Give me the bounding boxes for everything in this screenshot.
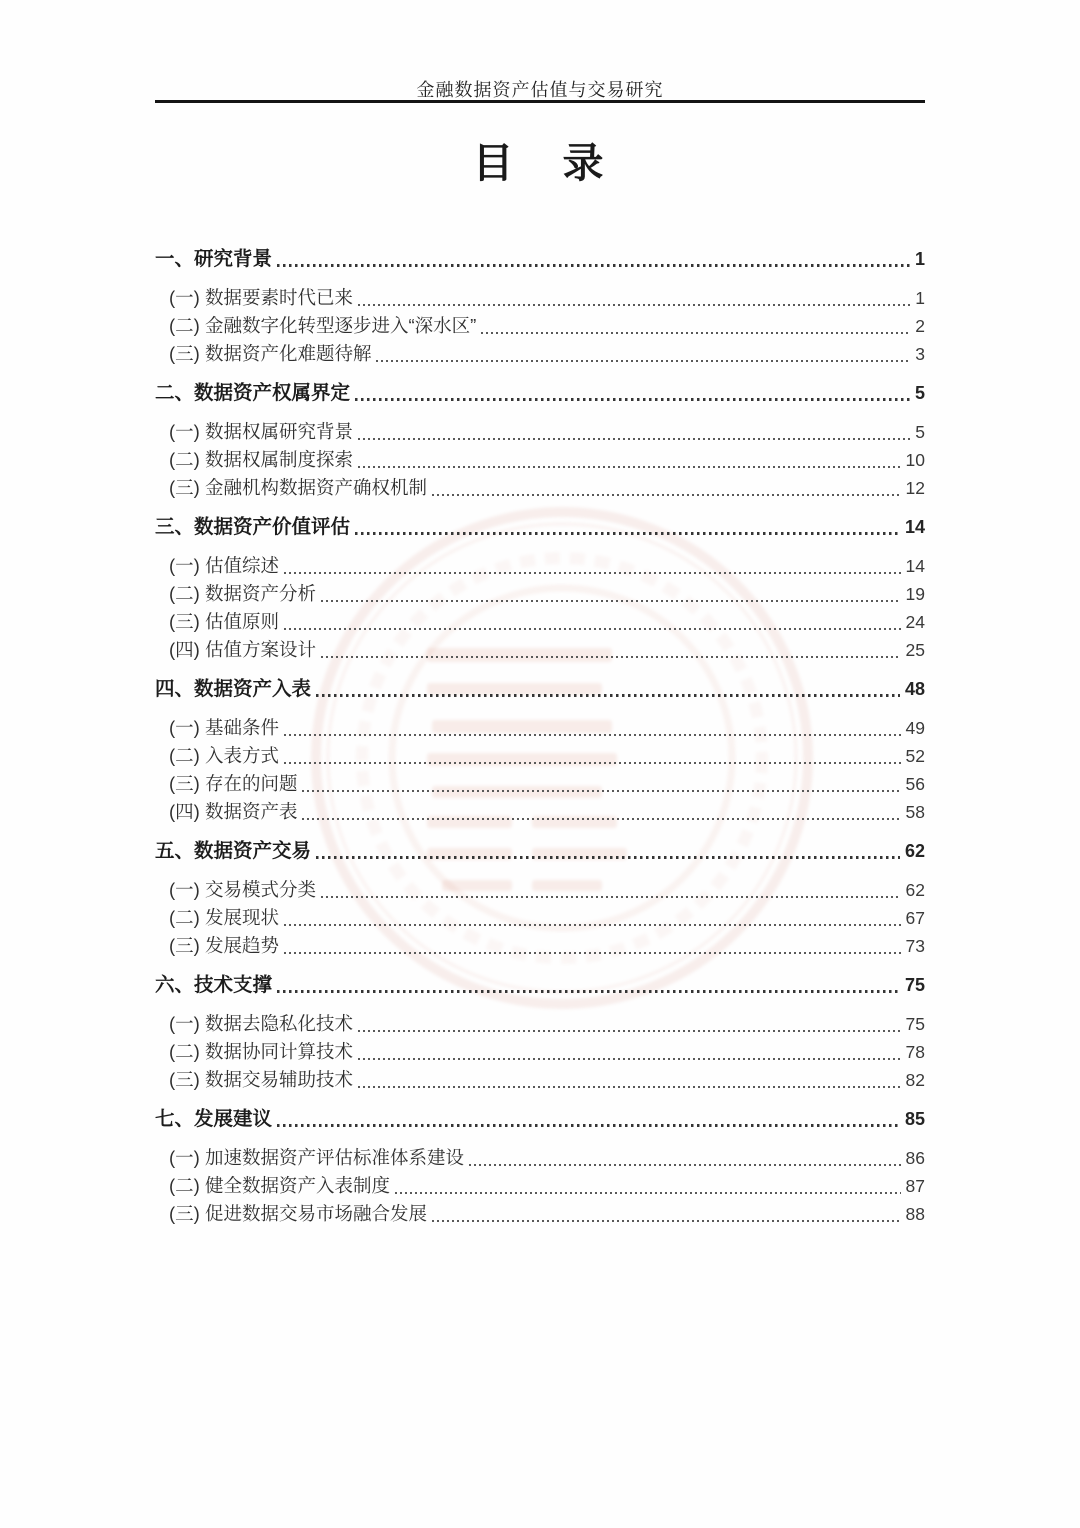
toc-section-label: 二、数据资产权属界定 (155, 382, 351, 404)
toc-item-row (155, 1144, 925, 1172)
toc-section-row (155, 838, 925, 864)
toc-page-number: 1 (914, 249, 925, 269)
dot-leader (279, 552, 906, 580)
toc-item-row (155, 446, 925, 474)
dot-leader (279, 742, 906, 770)
toc-section-row (155, 246, 925, 272)
toc-item-label: (一) 数据权属研究背景 (169, 421, 353, 442)
toc-section-label: 七、发展建议 (155, 1108, 273, 1130)
toc-page-number: 56 (905, 774, 925, 794)
dot-leader (390, 1172, 906, 1200)
dot-leader (279, 608, 906, 636)
toc-page-number: 10 (905, 450, 925, 470)
toc-page-number: 14 (905, 556, 925, 576)
toc-item-label: (一) 数据要素时代已来 (169, 287, 353, 308)
toc-section (155, 676, 925, 826)
dot-leader (353, 418, 915, 446)
toc-item-label: (三) 金融机构数据资产确权机制 (169, 477, 427, 498)
dot-leader (279, 932, 906, 960)
toc-item-row (155, 608, 925, 636)
toc-item-label: (二) 金融数字化转型逐步进入“深水区” (169, 315, 477, 336)
toc-page-number: 62 (905, 880, 925, 900)
toc-item-label: (二) 入表方式 (169, 745, 279, 766)
dot-leader (272, 1106, 905, 1132)
toc-item-label: (四) 数据资产表 (169, 801, 298, 822)
dot-leader (350, 380, 915, 406)
toc-item-row (155, 474, 925, 502)
toc-section (155, 838, 925, 960)
toc-page-number: 19 (905, 584, 925, 604)
toc-item-row (155, 418, 925, 446)
dot-leader (316, 580, 906, 608)
toc-item-label: (一) 估值综述 (169, 555, 279, 576)
toc-page-number: 48 (904, 679, 925, 699)
toc-section-row (155, 972, 925, 998)
toc-item-row (155, 904, 925, 932)
toc-section-label: 三、数据资产价值评估 (155, 516, 351, 538)
toc-page-number: 62 (904, 841, 925, 861)
toc-item-row (155, 932, 925, 960)
toc-page-number: 82 (905, 1070, 925, 1090)
dot-leader (353, 284, 915, 312)
dot-leader (316, 876, 906, 904)
toc-item-row (155, 1200, 925, 1228)
toc-page-number: 2 (915, 316, 925, 336)
toc-page-number: 5 (914, 383, 925, 403)
toc-page-number: 88 (905, 1204, 925, 1224)
toc-item-row (155, 552, 925, 580)
toc-item-label: (一) 交易模式分类 (169, 879, 316, 900)
toc-section-label: 五、数据资产交易 (155, 840, 312, 862)
toc-item-label: (二) 发展现状 (169, 907, 279, 928)
dot-leader (353, 1010, 906, 1038)
toc-section (155, 514, 925, 664)
dot-leader (427, 474, 906, 502)
toc-page-number: 24 (905, 612, 925, 632)
toc-section-row (155, 514, 925, 540)
toc-item-label: (三) 数据资产化难题待解 (169, 343, 372, 364)
toc-item-label: (二) 数据协同计算技术 (169, 1041, 353, 1062)
toc-item-row (155, 742, 925, 770)
toc-section-row (155, 676, 925, 702)
toc-page-number: 52 (905, 746, 925, 766)
dot-leader (279, 904, 906, 932)
dot-leader (353, 446, 906, 474)
toc-item-row (155, 1066, 925, 1094)
toc-item-label: (三) 估值原则 (169, 611, 279, 632)
page-title: 目 录 (472, 140, 608, 186)
toc-page-number: 75 (905, 1014, 925, 1034)
toc-page-number: 49 (905, 718, 925, 738)
toc-item-label: (一) 加速数据资产评估标准体系建设 (169, 1147, 464, 1168)
toc-page-number: 75 (904, 975, 925, 995)
dot-leader (311, 838, 905, 864)
toc-item-row (155, 714, 925, 742)
dot-leader (311, 676, 905, 702)
toc-page-number: 3 (915, 344, 925, 364)
dot-leader (297, 798, 905, 826)
dot-leader (464, 1144, 906, 1172)
toc-page-number: 25 (905, 640, 925, 660)
toc-item-label: (一) 基础条件 (169, 717, 279, 738)
toc-item-label: (三) 发展趋势 (169, 935, 279, 956)
toc-item-row (155, 284, 925, 312)
table-of-contents (155, 246, 925, 1240)
toc-item-label: (三) 存在的问题 (169, 773, 298, 794)
dot-leader (316, 636, 906, 664)
toc-item-row (155, 876, 925, 904)
toc-page-number: 78 (905, 1042, 925, 1062)
dot-leader (353, 1066, 906, 1094)
toc-page-number: 73 (905, 936, 925, 956)
dot-leader (350, 514, 905, 540)
toc-page-number: 5 (915, 422, 925, 442)
toc-item-row (155, 798, 925, 826)
dot-leader (353, 1038, 906, 1066)
toc-page-number: 14 (904, 517, 925, 537)
toc-item-row (155, 580, 925, 608)
toc-item-row (155, 1172, 925, 1200)
toc-item-label: (二) 数据权属制度探索 (169, 449, 353, 470)
toc-item-label: (四) 估值方案设计 (169, 639, 316, 660)
toc-section-label: 四、数据资产入表 (155, 678, 312, 700)
toc-section (155, 1106, 925, 1228)
toc-section (155, 972, 925, 1094)
toc-page-number: 87 (905, 1176, 925, 1196)
toc-section-label: 六、技术支撑 (155, 974, 273, 996)
toc-section (155, 246, 925, 368)
toc-item-row (155, 636, 925, 664)
toc-item-row (155, 1010, 925, 1038)
dot-leader (297, 770, 905, 798)
dot-leader (272, 972, 905, 998)
toc-item-row (155, 312, 925, 340)
toc-item-row (155, 340, 925, 368)
toc-page-number: 67 (905, 908, 925, 928)
toc-section-row (155, 1106, 925, 1132)
toc-item-label: (二) 健全数据资产入表制度 (169, 1175, 390, 1196)
toc-item-label: (二) 数据资产分析 (169, 583, 316, 604)
toc-item-row (155, 770, 925, 798)
toc-section-row (155, 380, 925, 406)
toc-page-number: 58 (905, 802, 925, 822)
toc-page-number: 86 (905, 1148, 925, 1168)
dot-leader (279, 714, 906, 742)
toc-page-number: 12 (905, 478, 925, 498)
toc-page-number: 1 (915, 288, 925, 308)
running-header: 金融数据资产估值与交易研究 (416, 80, 664, 100)
toc-section (155, 380, 925, 502)
toc-item-row (155, 1038, 925, 1066)
toc-item-label: (一) 数据去隐私化技术 (169, 1013, 353, 1034)
dot-leader (427, 1200, 906, 1228)
toc-section-label: 一、研究背景 (155, 248, 273, 270)
dot-leader (476, 312, 915, 340)
toc-page-number: 85 (904, 1109, 925, 1129)
dot-leader (371, 340, 915, 368)
toc-item-label: (三) 促进数据交易市场融合发展 (169, 1203, 427, 1224)
dot-leader (272, 246, 915, 272)
header-rule (155, 100, 925, 103)
toc-item-label: (三) 数据交易辅助技术 (169, 1069, 353, 1090)
